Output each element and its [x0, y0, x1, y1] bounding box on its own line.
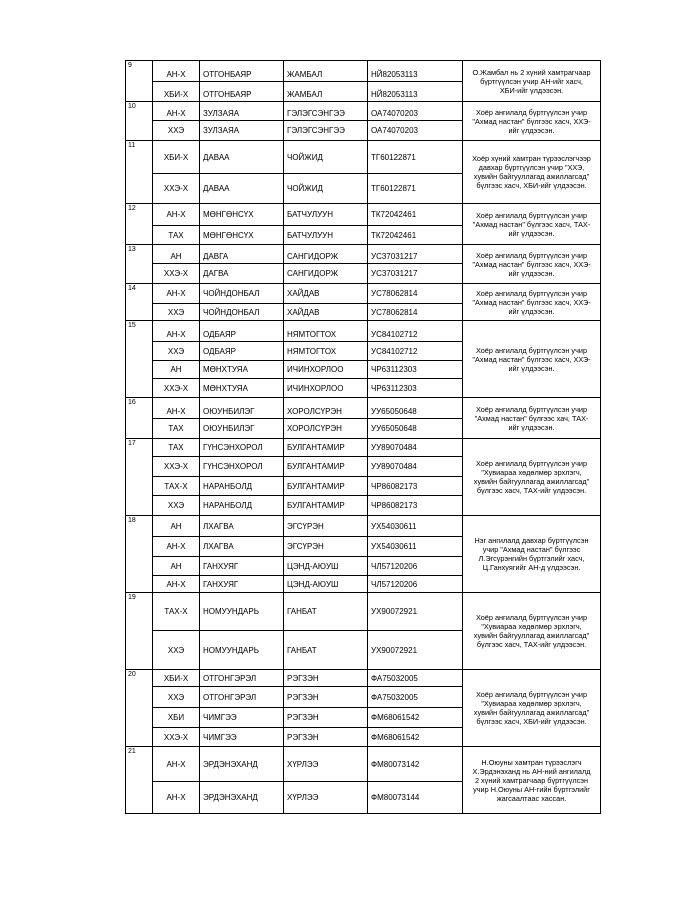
parent-name-cell [284, 398, 368, 439]
role-code: АН [153, 557, 199, 576]
table-row [126, 516, 601, 593]
parent-name-cell [284, 439, 368, 516]
parent-name-cell [284, 321, 368, 398]
given-name: ЛХАГВА [200, 516, 283, 537]
parent-name-cell [284, 670, 368, 747]
role-code: АН-Х [153, 61, 199, 82]
given-name: НАРАНБОЛД [200, 477, 283, 496]
parent-name: ГЭЛЭГСЭНГЭЭ [287, 126, 345, 135]
parent-name: РЭГЗЭН [287, 732, 319, 742]
role-code: АН-Х [153, 284, 199, 304]
table-row [126, 670, 601, 747]
register-number: ЧР63112303 [368, 361, 462, 379]
given-name-cell [200, 204, 284, 245]
parent-name: ИЧИНХОРЛОО [287, 383, 344, 393]
parent-name: ХАЙДАВ [287, 307, 320, 317]
given-name: ГАНХУЯГ [200, 557, 283, 576]
register-number-cell [368, 284, 463, 321]
register-number: ЧЛ57120206 [371, 579, 418, 589]
parent-name: ЭГСҮРЭН [284, 516, 367, 537]
given-name: МӨНХТУЯА [203, 383, 248, 393]
register-number: ФА75032005 [368, 670, 462, 687]
role-code: ХХЭ [153, 342, 199, 361]
role-code: АН [153, 361, 199, 379]
decision-note: Хоёр ангилалд бүртгүүлсэн учир "Хувиараа хөдөлмөр эрхлэгч, хувийн байгууллагад ажиллагсад" бүлгээс хасч, ТАХ-ийг үлдээсэн. [463, 439, 601, 516]
given-name: ЛХАГВА [200, 537, 283, 557]
given-name-cell [200, 245, 284, 284]
table-row [126, 398, 601, 439]
given-name: ЭРДЭНЭХАНД [200, 747, 283, 782]
register-number: НЙ82053113 [371, 90, 418, 99]
role-code-cell [153, 398, 200, 439]
register-number: ФМ68061542 [368, 708, 462, 728]
role-code: АН-Х [166, 793, 186, 802]
table-row [126, 747, 601, 814]
parent-name: ИЧИНХОРЛОО [284, 361, 367, 379]
register-number: ТГ60122871 [368, 141, 462, 174]
parent-name: НЯМТОГТОХ [284, 342, 367, 361]
given-name: ОТГОНБАЯР [200, 61, 283, 82]
given-name: ОТГОНГЭРЭЛ [200, 687, 283, 708]
given-name: ЧОЙНДОНБАЛ [203, 307, 260, 317]
register-number-cell [368, 204, 463, 245]
parent-name: ХОРОЛСҮРЭН [287, 424, 342, 433]
row-number: 14 [126, 284, 153, 321]
decision-note: Н.Оюуны хамтран түрээслэгч Х.Эрдэнэханд нь АН-ний ангилалд 2 хүний хамтрагчаар бүртгүүлсэн учир Н.Оюуны АН-гийн бүртгэлийг жагсаалтаас хассан. [463, 747, 601, 814]
role-code: АН-Х [166, 579, 186, 589]
parent-name: САНГИДОРЖ [284, 245, 367, 264]
given-name: НОМУУНДАРЬ [203, 645, 259, 655]
given-name: ОЮУНБИЛЭГ [200, 398, 283, 419]
register-number: УХ90072921 [368, 593, 462, 631]
register-number: УХ54030611 [368, 516, 462, 537]
role-code-cell [153, 670, 200, 747]
row-number: 21 [126, 747, 153, 814]
register-number: ОА74070203 [368, 102, 462, 121]
parent-name: БАТЧУЛУУН [284, 204, 367, 226]
register-number-cell [368, 102, 463, 141]
register-number: УС84102712 [368, 342, 462, 361]
parent-name: РЭГЗЭН [284, 687, 367, 708]
parent-name: БУЛГАНТАМИР [287, 501, 345, 510]
role-code-cell [153, 516, 200, 593]
register-number: УУ65050648 [368, 398, 462, 419]
register-number: ОА74070203 [371, 126, 418, 135]
row-number: 9 [126, 61, 153, 102]
role-code: ХБИ-Х [163, 90, 189, 99]
role-code-cell [153, 61, 200, 102]
register-number-cell [368, 61, 463, 102]
register-number: УУ89070484 [368, 457, 462, 477]
role-code-cell [153, 141, 200, 204]
decision-note: О.Жамбал нь 2 хүний хамтрагчаар бүртгүүлсэн учир АН-ийг хасч, ХБИ-ийг үлдээсэн. [463, 61, 601, 102]
given-name: ДАГВА [203, 269, 229, 278]
parent-name: ЭГСҮРЭН [284, 537, 367, 557]
role-code: ХХЭ [167, 645, 185, 655]
row-number: 11 [126, 141, 153, 204]
given-name: ГҮНСЭНХОРОЛ [200, 439, 283, 457]
given-name: ОТГОНГЭРЭЛ [200, 670, 283, 687]
parent-name-cell [284, 245, 368, 284]
parent-name: ЖАМБАЛ [287, 90, 323, 99]
parent-name: ЧОЙЖИД [284, 141, 367, 174]
parent-name-cell [284, 747, 368, 814]
role-code-cell [153, 593, 200, 670]
table-row [126, 321, 601, 398]
table-row [126, 439, 601, 516]
register-number-cell [368, 593, 463, 670]
register-number: ФМ80073142 [368, 747, 462, 782]
table-row [126, 141, 601, 204]
given-name-cell [200, 398, 284, 439]
register-number-cell [368, 321, 463, 398]
table-row [126, 204, 601, 245]
given-name-cell [200, 102, 284, 141]
given-name: ЧИМГЭЭ [203, 732, 237, 742]
decision-note: Хоёр ангилалд бүртгүүлсэн учир "Ахмад настан" бүлгээс хасч, ХХЭ- ийг үлдээсэн. [463, 102, 601, 141]
decision-note: Хоёр ангилалд бүртгүүлсэн учир "Ахмад настан" бүлгээс хасч, ХХЭ- ийг үлдээсэн. [463, 321, 601, 398]
parent-name: ХАЙДАВ [284, 284, 367, 304]
parent-name-cell [284, 204, 368, 245]
duplicate-registration-table [125, 60, 601, 814]
given-name-cell [200, 747, 284, 814]
given-name: ЭРДЭНЭХАНД [203, 793, 258, 802]
decision-note: Хоёр ангилалд бүртгүүлсэн учир "Ахмад настан" бүлгээс хач, ТАХ- ийг үлдээсэн. [463, 398, 601, 439]
given-name: ОДБАЯР [200, 321, 283, 342]
register-number-cell [368, 747, 463, 814]
row-number: 15 [126, 321, 153, 398]
row-number: 17 [126, 439, 153, 516]
role-code: АН-Х [153, 102, 199, 121]
row-number: 10 [126, 102, 153, 141]
decision-note: Хоёр ангилалд бүртгүүлсэн учир "Хувиараа хөдөлмөр эрхлэгч, хувийн байгууллагад ажиллагсад" бүлгээс хасч, ТАХ-ийг үлдээсэн. [463, 593, 601, 670]
role-code-cell [153, 245, 200, 284]
role-code: АН-Х [153, 204, 199, 226]
register-number: УУ89070484 [368, 439, 462, 457]
register-number: УС78062814 [371, 307, 418, 317]
role-code: ТАХ [168, 230, 184, 240]
given-name: ГҮНСЭНХОРОЛ [200, 457, 283, 477]
register-number-cell [368, 245, 463, 284]
role-code: ХБИ [153, 708, 199, 728]
parent-name: ХОРОЛСҮРЭН [284, 398, 367, 419]
register-number: УС78062814 [368, 284, 462, 304]
row-number: 16 [126, 398, 153, 439]
parent-name-cell [284, 593, 368, 670]
given-name: НАРАНБОЛД [203, 501, 252, 510]
decision-note: Хоёр ангилалд бүртгүүлсэн учир "Ахмад настан" бүлгээс хасч, ТАХ- ийг үлдээсэн. [463, 204, 601, 245]
row-number: 20 [126, 670, 153, 747]
role-code-cell [153, 439, 200, 516]
register-number: ЧР86082173 [368, 477, 462, 496]
parent-name: БАТЧУЛУУН [287, 230, 334, 240]
role-code: АН-Х [153, 398, 199, 419]
role-code: ХХЭ-Х [163, 184, 189, 193]
given-name-cell [200, 321, 284, 398]
register-number-cell [368, 670, 463, 747]
row-number: 12 [126, 204, 153, 245]
given-name: МӨНГӨНСҮХ [203, 230, 254, 240]
register-number: УС84102712 [368, 321, 462, 342]
parent-name: ГАНБАТ [284, 593, 367, 631]
role-code: ТАХ [168, 424, 184, 433]
parent-name: НЯМТОГТОХ [284, 321, 367, 342]
decision-note: Хоёр ангилалд бүртгүүлсэн учир "Ахмад настан" бүлгээс хасч, ХХЭ- ийг үлдээсэн. [463, 284, 601, 321]
given-name: ОТГОНБАЯР [203, 90, 252, 99]
role-code: АН [153, 516, 199, 537]
role-code-cell [153, 747, 200, 814]
role-code: АН [153, 245, 199, 264]
given-name-cell [200, 593, 284, 670]
given-name-cell [200, 439, 284, 516]
register-number: ТК72042461 [368, 204, 462, 226]
role-code: ХБИ-Х [153, 670, 199, 687]
register-number-cell [368, 141, 463, 204]
given-name: ОЮУНБИЛЭГ [203, 424, 255, 433]
role-code: ХХЭ-Х [153, 457, 199, 477]
role-code: ХХЭ [167, 307, 185, 317]
given-name: ДАВГА [200, 245, 283, 264]
role-code-cell [153, 284, 200, 321]
given-name-cell [200, 516, 284, 593]
register-number: ЧЛ57120206 [368, 557, 462, 576]
parent-name: САНГИДОРЖ [287, 269, 339, 278]
table-row [126, 102, 601, 141]
role-code-cell [153, 102, 200, 141]
parent-name-cell [284, 516, 368, 593]
register-number: ЧР86082173 [371, 501, 418, 510]
table-row [126, 245, 601, 284]
given-name: МӨНХТУЯА [200, 361, 283, 379]
register-number: УХ54030611 [368, 537, 462, 557]
given-name: ДАВАА [203, 184, 230, 193]
role-code: ХХЭ-Х [163, 383, 189, 393]
row-number: 19 [126, 593, 153, 670]
parent-name: РЭГЗЭН [284, 670, 367, 687]
role-code: ТАХ-Х [153, 477, 199, 496]
given-name: ДАВАА [200, 141, 283, 174]
role-code: ХХЭ [167, 126, 185, 135]
given-name: МӨНГӨНСҮХ [200, 204, 283, 226]
table-row [126, 284, 601, 321]
table-row [126, 593, 601, 670]
parent-name: ЧОЙЖИД [287, 184, 323, 193]
register-number: ФМ68061542 [371, 732, 420, 742]
role-code-cell [153, 204, 200, 245]
register-number: ФА75032005 [368, 687, 462, 708]
parent-name: ХҮРЛЭЭ [287, 793, 319, 802]
parent-name: ГАНБАТ [287, 645, 317, 655]
row-number: 18 [126, 516, 153, 593]
parent-name: БУЛГАНТАМИР [284, 477, 367, 496]
parent-name: БУЛГАНТАМИР [284, 457, 367, 477]
register-number: УХ90072921 [371, 645, 418, 655]
decision-note: Нэг ангилалд давхар бүртгүүлсэн учир "Ахмад настан" бүлгээс Л.Эгсүрэнгийн бүртгэлийг хасч, Ц.Ганхуягийг АН-д үлдээсэн. [463, 516, 601, 593]
register-number: УС37031217 [368, 245, 462, 264]
table-row [126, 61, 601, 102]
register-number: ФМ80073144 [371, 793, 420, 802]
role-code: ТАХ-Х [153, 593, 199, 631]
given-name: ГАНХУЯГ [203, 579, 239, 589]
parent-name-cell [284, 102, 368, 141]
parent-name-cell [284, 284, 368, 321]
given-name-cell [200, 670, 284, 747]
role-code: ХХЭ-Х [163, 269, 189, 278]
register-number: ТК72042461 [371, 230, 417, 240]
given-name-cell [200, 61, 284, 102]
register-number-cell [368, 516, 463, 593]
role-code-cell [153, 321, 200, 398]
register-number: ТГ60122871 [371, 184, 416, 193]
parent-name: БУЛГАНТАМИР [284, 439, 367, 457]
role-code: ХХЭ [153, 687, 199, 708]
role-code: АН-Х [153, 747, 199, 782]
role-code: ХХЭ [167, 501, 185, 510]
given-name-cell [200, 284, 284, 321]
given-name-cell [200, 141, 284, 204]
role-code: ТАХ [153, 439, 199, 457]
given-name: ЧИМГЭЭ [200, 708, 283, 728]
given-name: ЗУЛЗАЯА [200, 102, 283, 121]
register-number-cell [368, 439, 463, 516]
decision-note: Хоёр ангилалд бүртгүүлсэн учир "Ахмад настан" бүлгээс хасч, ХХЭ- ийг үлдээсэн. [463, 245, 601, 284]
role-code: АН-Х [153, 321, 199, 342]
parent-name: ЖАМБАЛ [284, 61, 367, 82]
parent-name: ЦЭНД-АЮУШ [284, 557, 367, 576]
register-number: УС37031217 [371, 269, 418, 278]
given-name: ЧОЙНДОНБАЛ [200, 284, 283, 304]
role-code: ХХЭ-Х [163, 732, 189, 742]
parent-name: РЭГЗЭН [284, 708, 367, 728]
parent-name-cell [284, 141, 368, 204]
role-code: ХБИ-Х [153, 141, 199, 174]
given-name: НОМУУНДАРЬ [200, 593, 283, 631]
parent-name: ХҮРЛЭЭ [284, 747, 367, 782]
row-number: 13 [126, 245, 153, 284]
parent-name: ГЭЛЭГСЭНГЭЭ [284, 102, 367, 121]
decision-note: Хоёр ангилалд бүртгүүлсэн учир "Хувиараа хөдөлмөр эрхлэгч, хувийн байгууллагад ажиллагсад" бүлгээс хасч, ХБИ-ийг үлдээсэн. [463, 670, 601, 747]
register-number: УУ65050648 [371, 424, 417, 433]
register-number: НЙ82053113 [368, 61, 462, 82]
register-number-cell [368, 398, 463, 439]
given-name: ОДБАЯР [200, 342, 283, 361]
parent-name-cell [284, 61, 368, 102]
given-name: ЗУЛЗАЯА [203, 126, 240, 135]
register-number: ЧР63112303 [371, 383, 417, 393]
role-code: АН-Х [153, 537, 199, 557]
parent-name: ЦЭНД-АЮУШ [287, 579, 339, 589]
decision-note: Хоёр хүний хамтран түрээслэгчээр давхар бүртгүүлсэн учир "ХХЭ, хувийн байгууллагад ажиллагсад" бүлгээс хасч, ХБИ-ийг үлдээсэн. [463, 141, 601, 204]
